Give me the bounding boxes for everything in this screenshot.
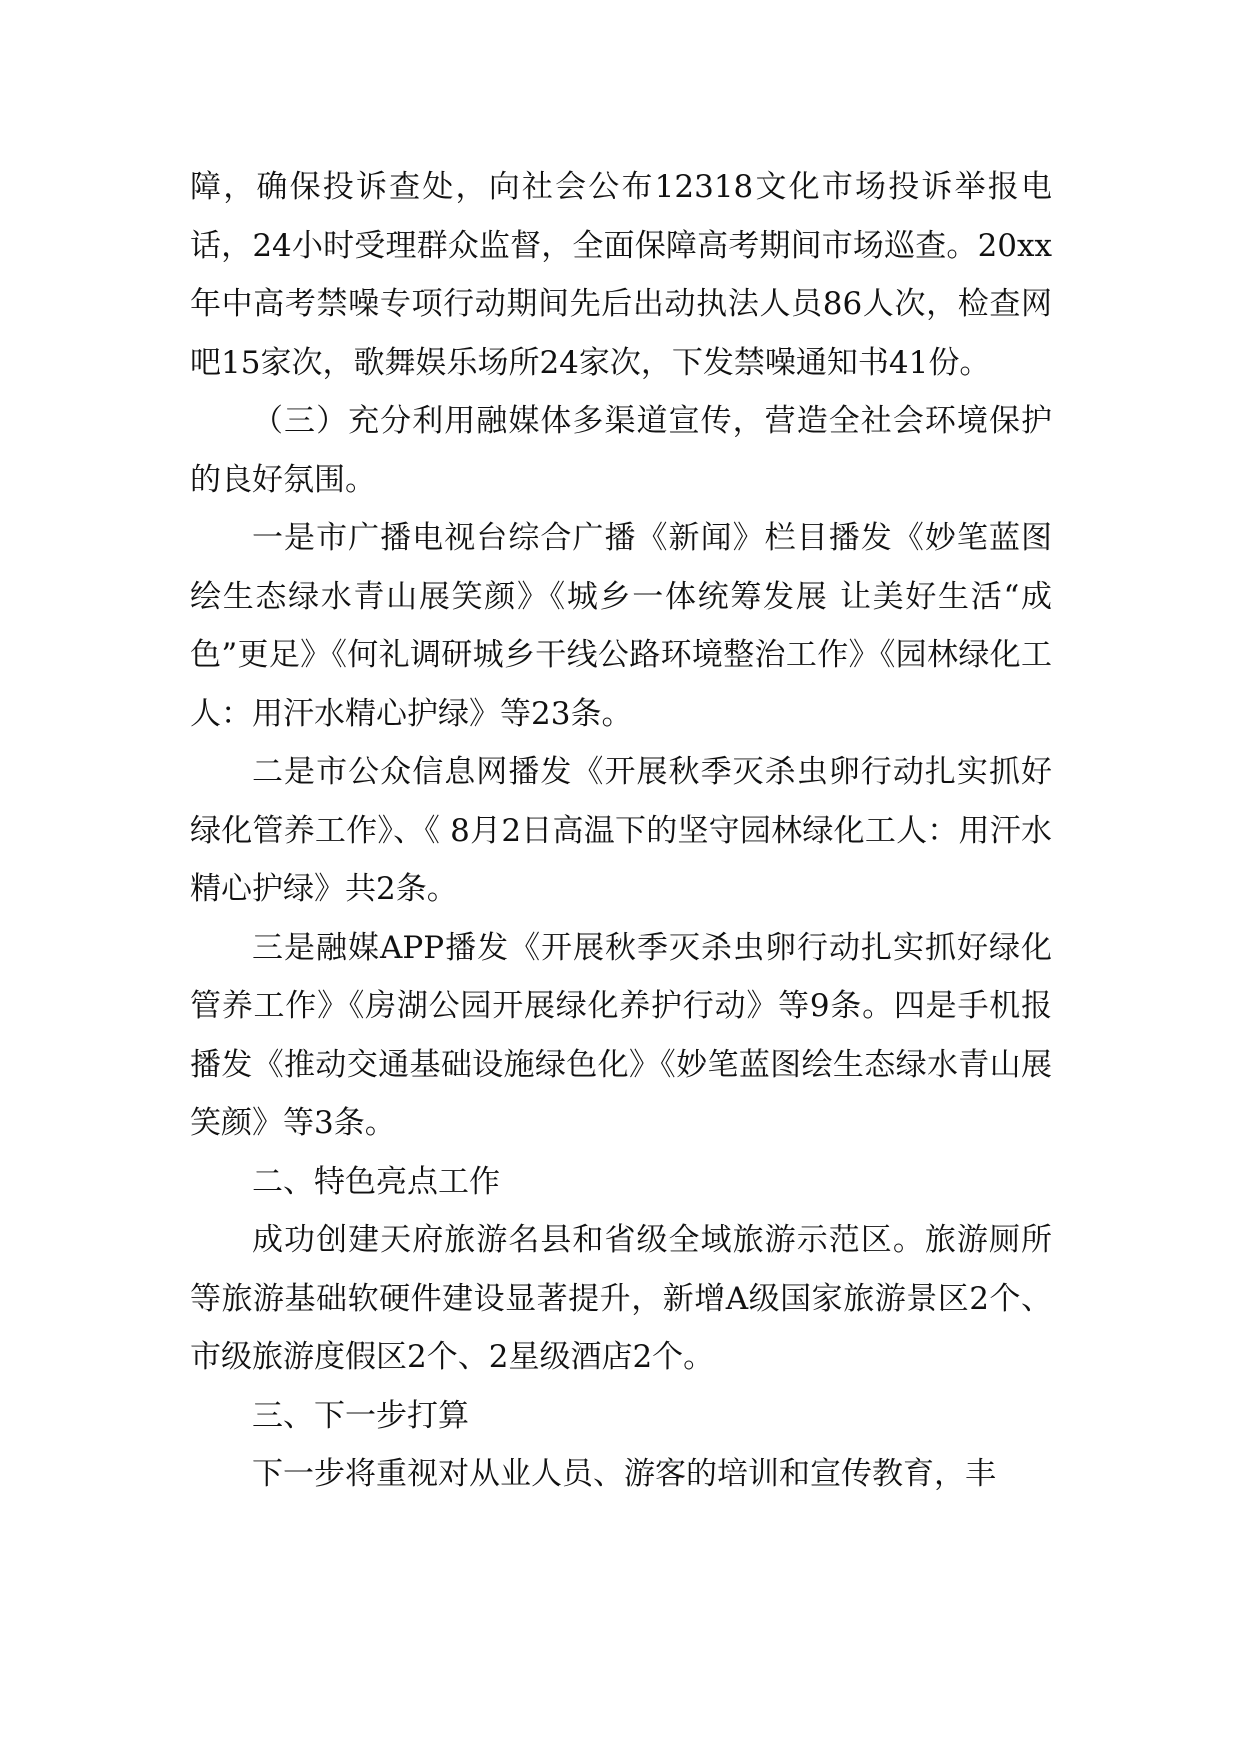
paragraph-app-and-mobile-news: 三是融媒APP播发《开展秋季灭杀虫卵行动扎实抓好绿化管养工作》《房湖公园开展绿化养护行动》等9条。四是手机报播发《推动交通基础设施绿色化》《妙笔蓝图绘生态绿水青山展笑颜》等3条。 <box>190 929 1052 1141</box>
section-heading-highlights: 二、特色亮点工作 <box>252 1163 500 1200</box>
document-body <box>190 158 1052 1504</box>
paragraph-public-info-network: 二是市公众信息网播发《开展秋季灭杀虫卵行动扎实抓好绿化管养工作》、《 8月2日高温下的坚守园林绿化工人：用汗水精心护绿》共2条。 <box>190 754 1052 907</box>
paragraph-heading-media-promotion: （三）充分利用融媒体多渠道宣传，营造全社会环境保护的良好氛围。 <box>190 403 1052 498</box>
paragraph-complaint-handling: 障，确保投诉查处，向社会公布12318文化市场投诉举报电话，24小时受理群众监督，全面保障高考期间市场巡查。20xx年中高考禁噪专项行动期间先后出动执法人员86人次，检查网吧15家次，歌舞娱乐场所24家次，下发禁噪通知书41份。 <box>190 169 1052 381</box>
section-heading-next-steps: 三、下一步打算 <box>252 1397 469 1434</box>
paragraph-tourism-achievements: 成功创建天府旅游名县和省级全域旅游示范区。旅游厕所等旅游基础软硬件建设显著提升，新增A级国家旅游景区2个、市级旅游度假区2个、2星级酒店2个。 <box>190 1222 1052 1375</box>
paragraph-radio-tv-broadcast: 一是市广播电视台综合广播《新闻》栏目播发《妙笔蓝图绘生态绿水青山展笑颜》《城乡一体统筹发展 让美好生活“成色”更足》《何礼调研城乡干线公路环境整治工作》《园林绿化工人：用汗水精心护绿》等23条。 <box>190 520 1052 732</box>
paragraph-next-steps: 下一步将重视对从业人员、游客的培训和宣传教育，丰 <box>252 1456 996 1492</box>
